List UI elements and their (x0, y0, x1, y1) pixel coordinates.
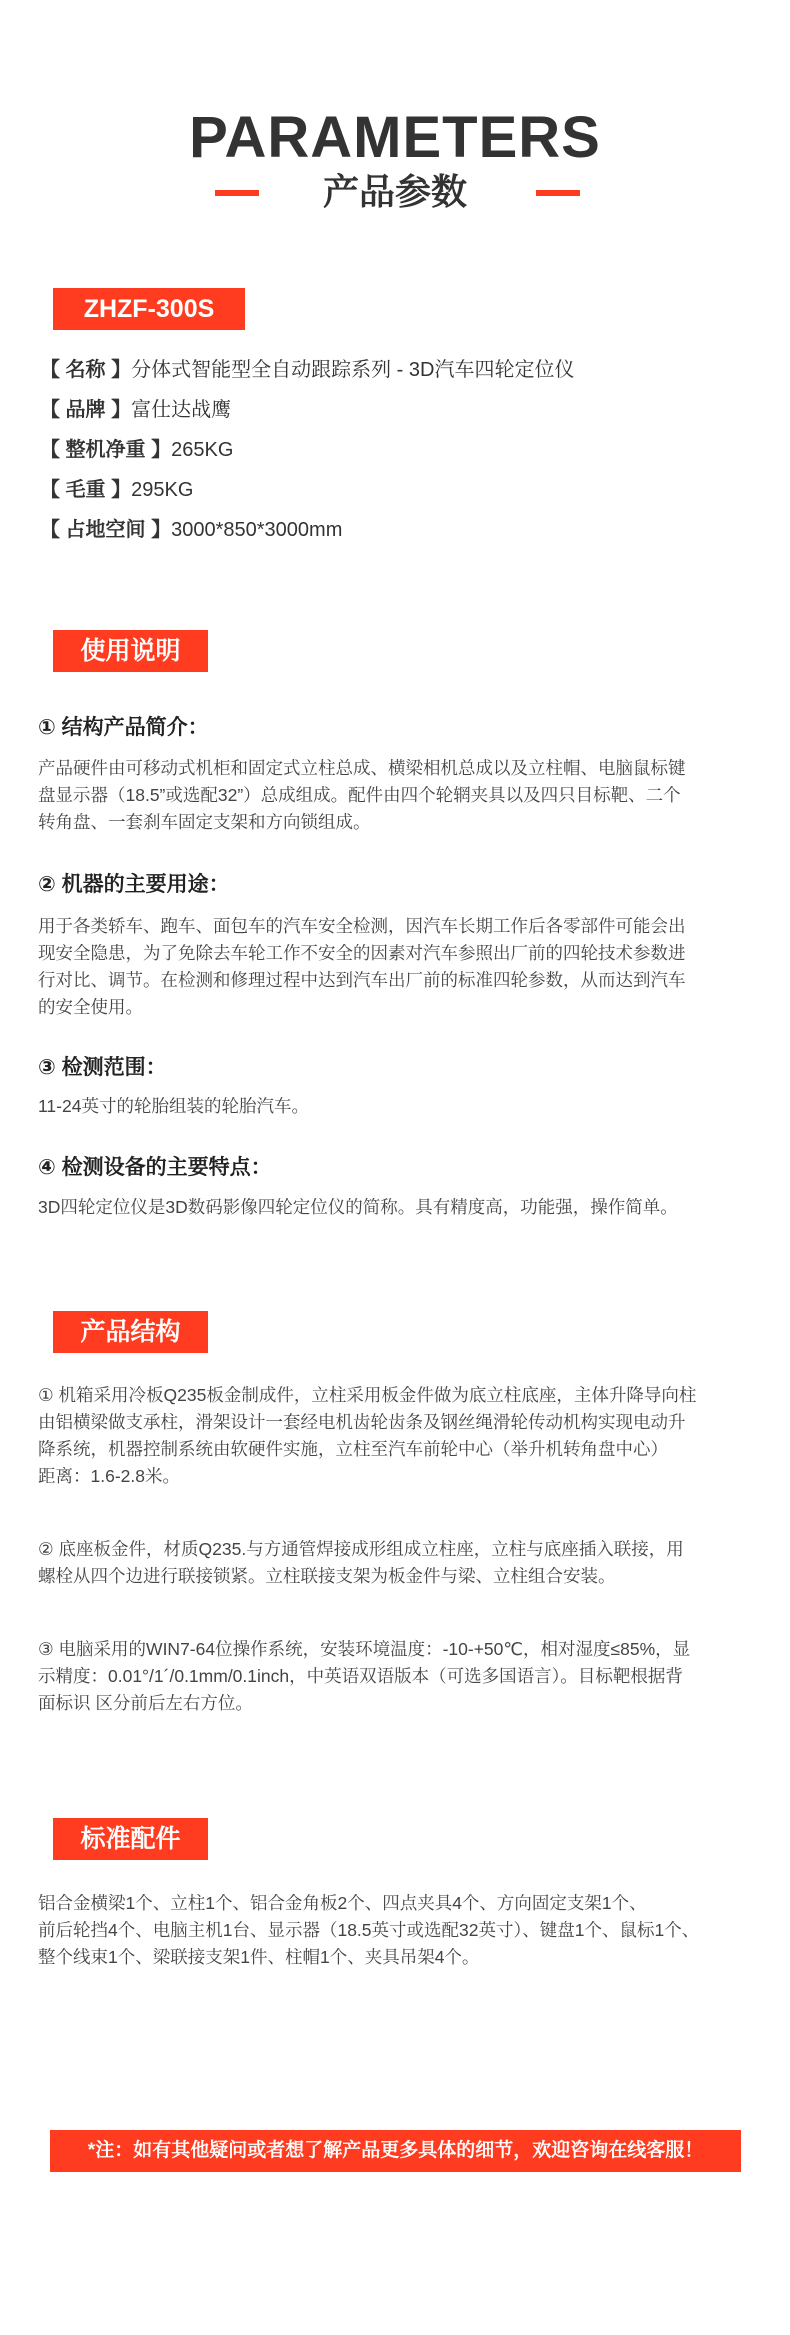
spec-brand: 【 品牌 】富仕达战鹰 (40, 399, 232, 421)
usage-text-1: 产品硬件由可移动式机柜和固定式立柱总成、横梁相机总成以及立柱帽、电脑鼠标键 盘显示器（18.5”或选配32”）总成组成。配件由四个轮辋夹具以及四只目标靶、二个 转角盘、一套刹车固定支架和方向锁组成。 (38, 758, 686, 832)
spec-gross-weight: 【 毛重 】295KG (40, 479, 194, 501)
usage-heading-1: ① 结构产品简介： (38, 716, 209, 739)
subtitle-row (0, 167, 790, 217)
usage-text-2: 用于各类轿车、跑车、面包车的汽车安全检测，因汽车长期工作后各零部件可能会出 现安全隐患，为了免除去车轮工作不安全的因素对汽车参照出厂前的四轮技术参数进 行对比、调节。在检测和修理过程中达到汽车出厂前的标准四轮参数，从而达到汽车 的安全使用。 (38, 916, 686, 1017)
structure-item-1: ① 机箱采用冷板Q235板金制成件，立柱采用板金件做为底立柱底座，主体升降导向柱 由铝横梁做支承柱，滑架设计一套经电机齿轮齿条及钢丝绳滑轮传动机构实现电动升 降系统，机器控制系统由软硬件实施，立柱至汽车前轮中心（举升机转角盘中心） 距离：1.6-2.8米。 (38, 1385, 697, 1486)
accessories-text: 铝合金横梁1个、立柱1个、铝合金角板2个、四点夹具4个、方向固定支架1个、 前后轮挡4个、电脑主机1台、显示器（18.5英寸或选配32英寸）、键盘1个、鼠标1个、 整个线束1个、梁联接支架1件、柱帽1个、夹具吊架4个。 (38, 1893, 700, 1967)
accessories-tag: 标准配件 (53, 1818, 208, 1860)
notice-banner: *注：如有其他疑问或者想了解产品更多具体的细节，欢迎咨询在线客服！ (50, 2130, 741, 2172)
usage-heading-3: ③ 检测范围： (38, 1056, 167, 1079)
structure-tag: 产品结构 (53, 1311, 208, 1353)
spec-floor-space: 【 占地空间 】3000*850*3000mm (40, 519, 343, 541)
decor-line-right (536, 190, 580, 196)
model-tag: ZHZF-300S (53, 288, 245, 330)
page-subtitle: 产品参数 (322, 171, 467, 212)
usage-heading-4: ④ 检测设备的主要特点： (38, 1156, 272, 1179)
page-title: PARAMETERS (189, 105, 601, 170)
spec-name: 【 名称 】分体式智能型全自动跟踪系列 - 3D汽车四轮定位仪 (40, 359, 575, 381)
structure-item-3: ③ 电脑采用的WIN7-64位操作系统，安装环境温度：-10-+50℃，相对湿度≤85%，显 示精度：0.01°/1´/0.1mm/0.1inch，中英语双语版本（可选多国语言）。目标靶根据背 面标识 区分前后左右方位。 (38, 1639, 691, 1713)
structure-item-2: ② 底座板金件，材质Q235.与方通管焊接成形组成立柱座，立柱与底座插入联接，用 螺栓从四个边进行联接锁紧。立柱联接支架为板金件与梁、立柱组合安装。 (38, 1539, 684, 1586)
spec-net-weight: 【 整机净重 】265KG (40, 439, 234, 461)
usage-tag: 使用说明 (53, 630, 208, 672)
usage-text-4: 3D四轮定位仪是3D数码影像四轮定位仪的简称。具有精度高，功能强，操作简单。 (38, 1197, 678, 1217)
usage-text-3: 11-24英寸的轮胎组装的轮胎汽车。 (38, 1096, 309, 1116)
usage-heading-2: ② 机器的主要用途： (38, 873, 230, 896)
